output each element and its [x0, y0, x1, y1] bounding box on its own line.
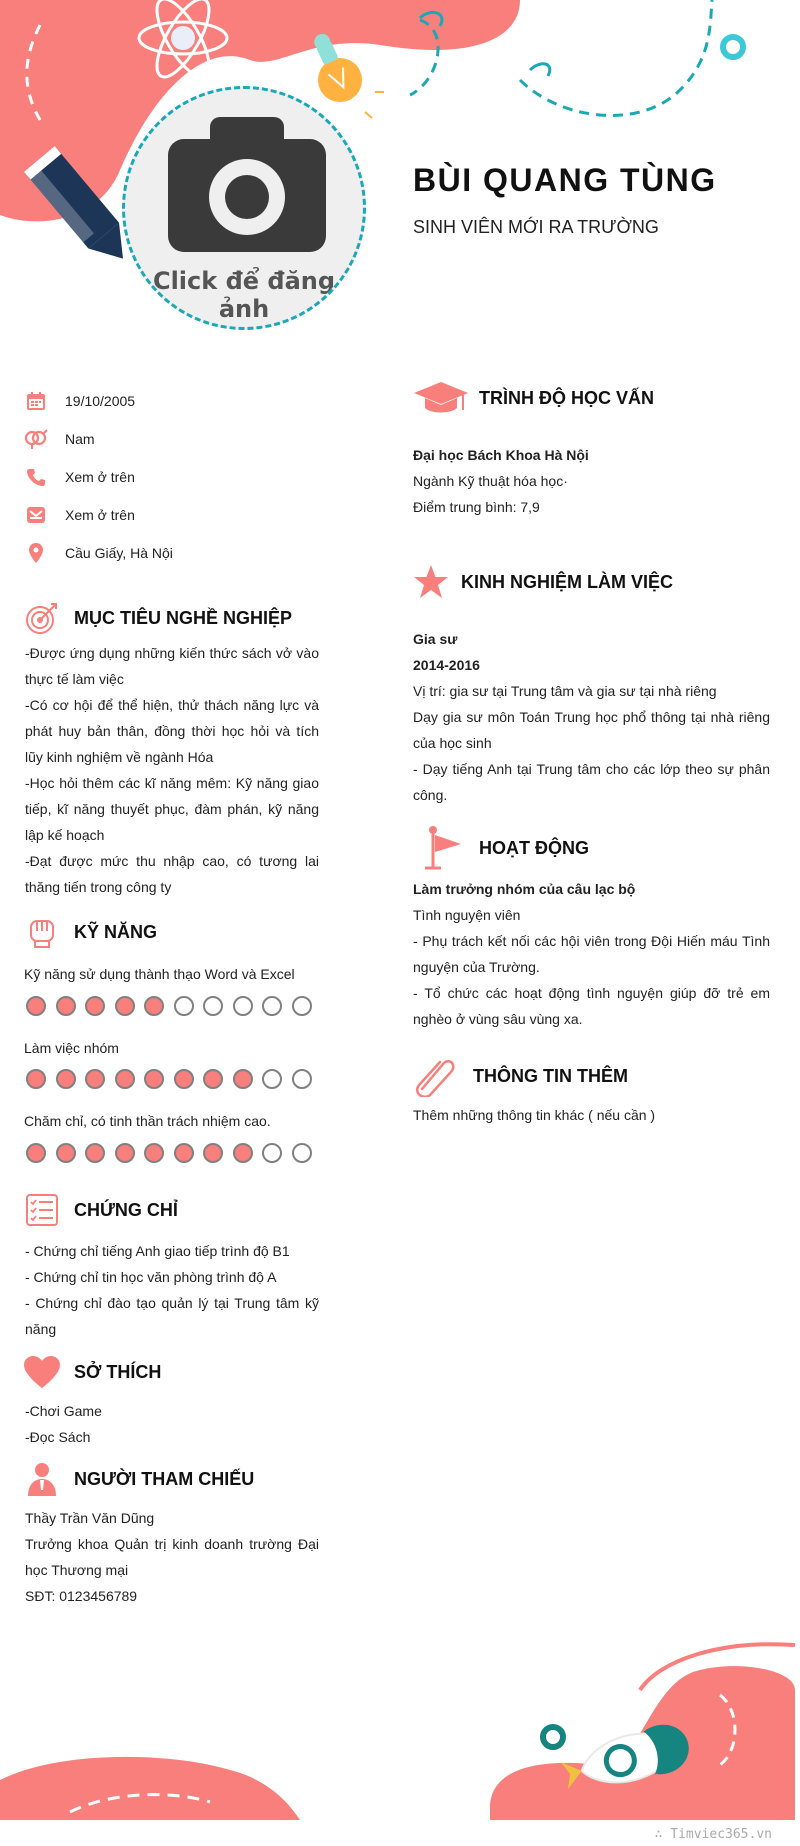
references-title: NGƯỜI THAM CHIẾU: [74, 1468, 255, 1489]
person-icon: [22, 1459, 62, 1499]
skills-title: KỸ NĂNG: [74, 921, 158, 942]
skill-dot-empty: [203, 996, 223, 1016]
objective-title: MỤC TIÊU NGHỀ NGHIỆP: [74, 607, 293, 628]
certificates-text: [25, 1238, 319, 1342]
skill-dot-filled: [56, 1143, 76, 1163]
graduation-cap-icon: [413, 378, 469, 418]
certificates-heading: [22, 1190, 178, 1230]
hobbies-heading: [22, 1352, 161, 1392]
skill-dot-filled: [203, 1143, 223, 1163]
experience-text: [413, 626, 770, 808]
skill-dot-empty: [292, 1143, 312, 1163]
gender-icon: [24, 427, 48, 451]
skill-dot-filled: [144, 996, 164, 1016]
skill-dot-filled: [233, 1069, 253, 1089]
phone-value: Xem ở trên: [65, 469, 135, 485]
skill-label: Kỹ năng sử dụng thành thạo Word và Excel: [24, 966, 295, 982]
school-name: Đại học Bách Khoa Hà Nội: [413, 447, 589, 463]
objective-text: [25, 640, 319, 900]
camera-icon: [168, 117, 326, 252]
reference-line: Thầy Trần Văn Dũng: [25, 1510, 155, 1526]
skill-dot-empty: [292, 1069, 312, 1089]
education-title: TRÌNH ĐỘ HỌC VẤN: [479, 387, 654, 408]
certificates-title: CHỨNG CHỈ: [74, 1199, 178, 1220]
paperclip-icon: [413, 1054, 457, 1098]
ring-decoration: [723, 37, 743, 57]
contact-list: [24, 382, 324, 572]
hobbies-text: [25, 1398, 319, 1450]
extra-info-line: Thêm những thông tin khác ( nếu cần ): [413, 1107, 656, 1123]
experience-line: - Dạy tiếng Anh tại Trung tâm cho các lớp theo sự phân công.: [413, 761, 770, 803]
objective-heading: [22, 598, 292, 638]
certificate-line: - Chứng chỉ đào tạo quản lý tại Trung tâm kỹ năng: [25, 1295, 319, 1337]
experience-line: Vị trí: gia sư tại Trung tâm và gia sư tại nhà riêng: [413, 683, 717, 699]
star-icon: [413, 562, 449, 602]
extra-info-title: THÔNG TIN THÊM: [473, 1065, 628, 1086]
skill-dot-empty: [292, 996, 312, 1016]
skill-dot-empty: [262, 996, 282, 1016]
skill-dot-filled: [26, 1069, 46, 1089]
email-value: Xem ở trên: [65, 507, 135, 523]
skill-dot-filled: [56, 1069, 76, 1089]
target-icon: [22, 598, 62, 638]
major: Ngành Kỹ thuật hóa học·: [413, 473, 568, 489]
objective-line: -Có cơ hội để thể hiện, thử thách năng lực và phát huy bản thân, đồng thời học hỏi và tích lũy kinh nghiệm về ngành Hóa: [25, 697, 319, 765]
phone-icon: [24, 465, 48, 489]
job-title: Gia sư: [413, 631, 458, 647]
skill-rating: [26, 996, 321, 1016]
checklist-icon: [22, 1190, 62, 1230]
skill-dot-empty: [262, 1143, 282, 1163]
gender-value: Nam: [65, 431, 95, 447]
reference-line: SĐT: 0123456789: [25, 1588, 138, 1604]
location-icon: [24, 541, 48, 565]
contact-email: [24, 496, 324, 534]
experience-title: KINH NGHIỆM LÀM VIỆC: [461, 571, 674, 592]
heart-icon: [22, 1352, 62, 1392]
skill-dot-filled: [174, 1143, 194, 1163]
skill-label: Làm việc nhóm: [24, 1040, 119, 1056]
skill-label: Chăm chỉ, có tinh thần trách nhiệm cao.: [24, 1113, 271, 1129]
references-text: [25, 1505, 319, 1609]
activity-line: - Phụ trách kết nối các hội viên trong Đội Hiến máu Tình nguyện của Trường.: [413, 933, 770, 975]
calendar-icon: [24, 389, 48, 413]
activities-heading: [413, 824, 589, 872]
certificate-line: - Chứng chỉ tin học văn phòng trình độ A: [25, 1269, 277, 1285]
activity-line: Tình nguyện viên: [413, 907, 521, 923]
skill-dot-filled: [85, 996, 105, 1016]
footer-decoration: [0, 1620, 800, 1846]
skill-rating: [26, 1069, 321, 1089]
skill-dot-filled: [26, 1143, 46, 1163]
skill-dot-filled: [115, 1143, 135, 1163]
skill-dot-filled: [115, 1069, 135, 1089]
skill-dot-filled: [56, 996, 76, 1016]
skill-dot-filled: [144, 1143, 164, 1163]
objective-line: -Được ứng dụng những kiến thức sách vở vào thực tế làm việc: [25, 645, 319, 687]
education-text: [413, 442, 773, 520]
contact-gender: [24, 420, 324, 458]
watermark: ∴ Timviec365.vn: [654, 1827, 772, 1842]
objective-line: -Học hỏi thêm các kĩ năng mêm: Kỹ năng giao tiếp, kĩ năng thuyết phục, đàm phán, kỹ năng lập kế hoạch: [25, 775, 319, 843]
references-heading: [22, 1459, 254, 1499]
hobby-line: -Chơi Game: [25, 1403, 102, 1419]
objective-line: -Đạt được mức thu nhập cao, có tương lai thăng tiến trong công ty: [25, 853, 319, 895]
candidate-name: BÙI QUANG TÙNG: [413, 162, 717, 198]
skill-rating: [26, 1143, 321, 1163]
email-icon: [24, 503, 48, 527]
skill-dot-filled: [233, 1143, 253, 1163]
education-heading: [413, 378, 654, 418]
gpa: Điểm trung bình: 7,9: [413, 499, 540, 515]
skill-dot-filled: [115, 996, 135, 1016]
experience-line: Dạy gia sư môn Toán Trung học phổ thông tại nhà riêng của học sinh: [413, 709, 770, 751]
skills-heading: [22, 912, 157, 952]
skill-dot-filled: [203, 1069, 223, 1089]
activities-title: HOẠT ĐỘNG: [479, 837, 589, 858]
skill-dot-empty: [262, 1069, 282, 1089]
candidate-role: SINH VIÊN MỚI RA TRƯỜNG: [413, 217, 659, 237]
extra-info-heading: [413, 1054, 628, 1098]
experience-heading: [413, 562, 673, 602]
contact-address: [24, 534, 324, 572]
skill-dot-filled: [26, 996, 46, 1016]
skill-dot-filled: [85, 1143, 105, 1163]
contact-phone: [24, 458, 324, 496]
skill-dot-empty: [233, 996, 253, 1016]
certificate-line: - Chứng chỉ tiếng Anh giao tiếp trình độ B1: [25, 1243, 290, 1259]
hobbies-title: SỞ THÍCH: [74, 1361, 162, 1382]
flag-icon: [413, 824, 469, 872]
skill-dot-filled: [85, 1069, 105, 1089]
birthday-value: 19/10/2005: [65, 393, 136, 409]
reference-line: Trưởng khoa Quản trị kinh doanh trường Đại học Thương mại: [25, 1536, 319, 1578]
skill-dot-filled: [174, 1069, 194, 1089]
contact-birthday: [24, 382, 324, 420]
fist-icon: [22, 912, 62, 952]
skill-dot-empty: [174, 996, 194, 1016]
photo-upload-label: Click để đăng ảnh: [152, 267, 336, 323]
activity-heading: Làm trưởng nhóm của câu lạc bộ: [413, 881, 636, 897]
profile-photo-upload[interactable]: [122, 86, 366, 330]
activities-text: [413, 876, 770, 1032]
extra-info-text: [413, 1102, 770, 1128]
skill-dot-filled: [144, 1069, 164, 1089]
address-value: Cầu Giấy, Hà Nội: [65, 545, 173, 561]
activity-line: - Tổ chức các hoạt động tình nguyện giúp đỡ trẻ em nghèo ở vùng sâu vùng xa.: [413, 985, 770, 1027]
hobby-line: -Đọc Sách: [25, 1429, 91, 1445]
job-period: 2014-2016: [413, 657, 480, 673]
